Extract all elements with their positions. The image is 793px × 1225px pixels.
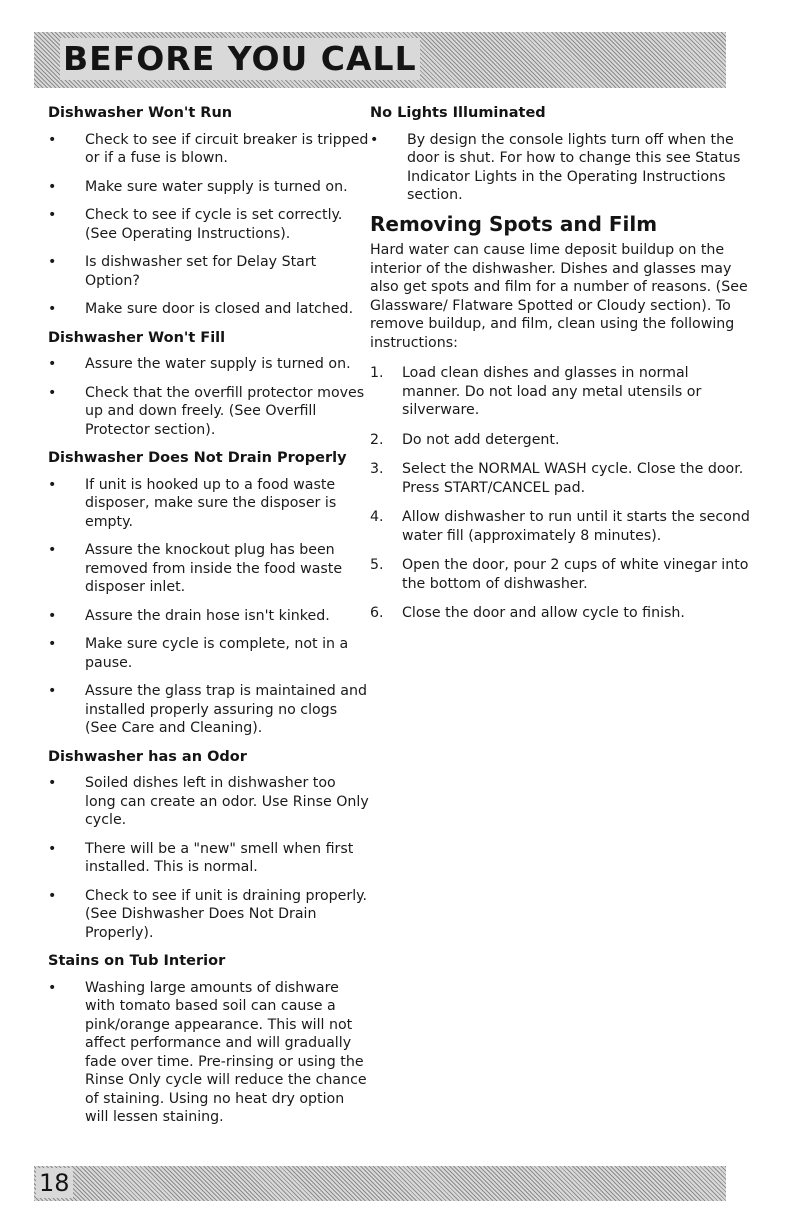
- step-item: [370, 556, 750, 593]
- bullet-list: [48, 131, 370, 319]
- step-number: 3.: [370, 461, 384, 477]
- step-text: Close the door and allow cycle to finish.: [402, 605, 685, 621]
- step-item: [370, 508, 750, 545]
- list-item: • Check to see if unit is draining properly. (See Dishwasher Does Not Drain Properly).: [48, 887, 370, 943]
- step-number: 1.: [370, 365, 384, 381]
- bullet-list: [48, 774, 370, 942]
- bullet-list: [48, 476, 370, 738]
- page-number: 18: [36, 1168, 73, 1198]
- footer-band: [34, 1166, 726, 1201]
- list-item: • Check to see if circuit breaker is tripped or if a fuse is blown.: [48, 131, 370, 168]
- list-item: • Assure the knockout plug has been removed from inside the food waste disposer inlet.: [48, 541, 370, 597]
- step-text: Allow dishwasher to run until it starts the second water fill (approximately 8 minutes).: [402, 509, 750, 544]
- step-item: [370, 364, 750, 420]
- step-text: Load clean dishes and glasses in normal manner. Do not load any metal utensils or silverware.: [402, 365, 702, 418]
- section-heading: No Lights Illuminated: [370, 105, 546, 121]
- step-number: 2.: [370, 431, 384, 448]
- list-item: • Assure the drain hose isn't kinked.: [48, 607, 370, 626]
- step-item: [370, 460, 750, 497]
- list-item: • By design the console lights turn off when the door is shut. For how to change this see Status Indicator Lights in the Operating Instructions section.: [370, 131, 750, 205]
- section-heading: Dishwasher has an Odor: [48, 748, 247, 765]
- list-item: • Make sure door is closed and latched.: [48, 300, 370, 319]
- section-heading: Stains on Tub Interior: [48, 953, 226, 969]
- list-item: • Make sure water supply is turned on.: [48, 178, 370, 197]
- left-column: [48, 104, 370, 1137]
- list-item: • If unit is hooked up to a food waste disposer, make sure the disposer is empty.: [48, 476, 370, 532]
- section-heading: Dishwasher Does Not Drain Properly: [48, 450, 347, 466]
- list-item: • There will be a "new" smell when first installed. This is normal.: [48, 840, 370, 877]
- numbered-list: [370, 364, 750, 623]
- list-item: • Soiled dishes left in dishwasher too long can create an odor. Use Rinse Only cycle.: [48, 774, 370, 830]
- list-item: • Check that the overfill protector moves up and down freely. (See Overfill Protector section).: [48, 384, 370, 440]
- list-item: • Assure the glass trap is maintained and installed properly assuring no clogs (See Care and Cleaning).: [48, 682, 370, 738]
- page-title: BEFORE YOU CALL: [60, 38, 420, 80]
- list-item: • Check to see if cycle is set correctly. (See Operating Instructions).: [48, 206, 370, 243]
- section-title: Removing Spots and Film: [370, 211, 658, 236]
- right-column: [370, 104, 750, 634]
- bullet-list: [48, 979, 370, 1127]
- step-text: Open the door, pour 2 cups of white vinegar into the bottom of dishwasher.: [402, 557, 749, 592]
- step-item: [370, 604, 750, 623]
- step-text: Do not add detergent.: [402, 431, 560, 448]
- step-number: 5.: [370, 557, 384, 573]
- list-item: • Assure the water supply is turned on.: [48, 355, 370, 374]
- intro-paragraph: Hard water can cause lime deposit buildup on the interior of the dishwasher. Dishes and glasses may also get spots and film for a number of reasons. (See Glassware/ Flatware Spotted or Cloudy section). To remove buildup, and film, clean using the following instructions:: [370, 242, 748, 351]
- list-item: • Is dishwasher set for Delay Start Option?: [48, 253, 370, 290]
- bullet-list: [370, 131, 750, 205]
- list-item: • Washing large amounts of dishware with tomato based soil can cause a pink/orange appearance. This will not affect performance and will gradually fade over time. Pre-rinsing or using the Rinse Only cycle will reduce the chance of staining. Using no heat dry option will lessen staining.: [48, 979, 370, 1127]
- list-item: • Make sure cycle is complete, not in a pause.: [48, 635, 370, 672]
- bullet-list: [48, 355, 370, 439]
- step-text: Select the NORMAL WASH cycle. Close the door. Press START/CANCEL pad.: [402, 461, 744, 496]
- section-heading: Dishwasher Won't Fill: [48, 329, 226, 346]
- step-item: [370, 431, 750, 450]
- step-number: 4.: [370, 509, 384, 525]
- section-heading: Dishwasher Won't Run: [48, 105, 233, 121]
- step-number: 6.: [370, 605, 384, 621]
